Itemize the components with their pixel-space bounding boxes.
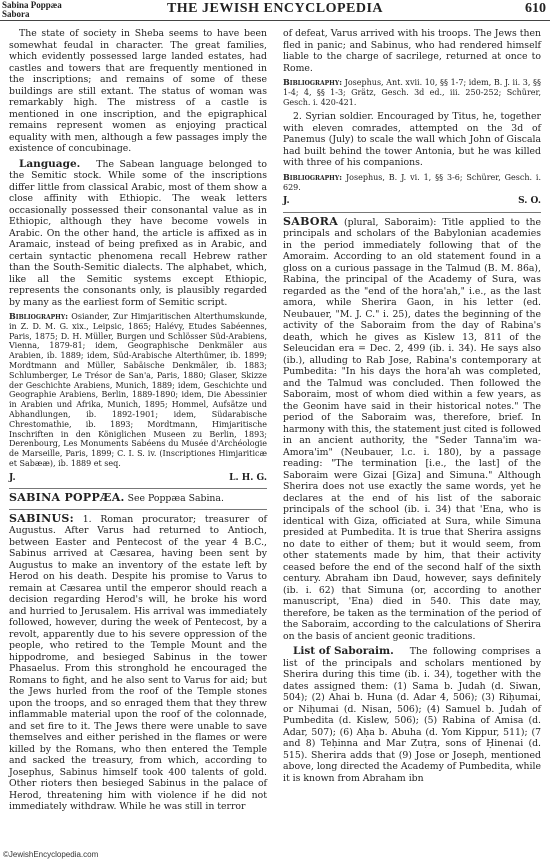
entry-sabina-poppaea [9, 492, 267, 505]
bibliography-label: Bibliography: [283, 77, 343, 87]
signature-right: S. O. [518, 196, 541, 207]
bibliography-label: Bibliography: [283, 171, 343, 182]
paragraph-syrian-soldier: 2. Syrian soldier. Encouraged by Titus, he, together with eleven comrades, attempted on the 3d of Panemus (July) to scale the wall which John of Giscala had built behind the tower Antonia, but he was killed with three of his companions. [283, 111, 541, 169]
cross-reference: See Poppæa Sabina. [124, 493, 224, 505]
signature-left: J. [283, 196, 290, 207]
right-column [283, 28, 541, 788]
sidenote-language: Language. [19, 157, 81, 170]
sidenote-list-of-saboraim: List of Saboraim. [293, 645, 394, 658]
entry-heading-sabora: SABORA [283, 214, 339, 228]
bibliography-label: Bibliography: [9, 311, 69, 321]
entry-sabora [283, 216, 541, 643]
paragraph-sabinus-continued: of defeat, Varus arrived with his troops. The Jews then fled in panic; and Sabinus, who had rendered himself liable to the charge of sacrilege, returned at once to Rome. [283, 28, 541, 74]
page-header [0, 0, 550, 22]
bibliography-sabinus-2 [283, 173, 541, 193]
entry-heading-sabina-poppaea: SABINA POPPÆA. [9, 491, 125, 505]
running-head-line-2: Sabora [2, 9, 30, 19]
entry-sabora-text: (plural, Saboraim): Title applied to the principals and scholars of the Babylonian academies in the period immediately following that of the Amoraim. According to an old statement found in a gloss on a curious passage in the Talmud (B. M. 86a), Rabina, the principal of the Academy of Sura, was regarded as the "end of the hora'ah," i.e., as the last amora, while Sherira Gaon, in his letter (ed. Neubauer, "M. J. C." i. 25), dates the beginning of the activity of the Saboraim from the day of Rabina's death, which he gives as Kislew 13, 811 of the Seleucidan era = Dec. 2, 499 (ib. i. 34). He says also (ib.), alluding to Rab Jose, Rabina's contemporary at Pumbedita: "In his days the hora'ah was completed, and the Talmud was concluded. Then followed the Saboraim, most of whom died within a few years, as the Geonim have said in their historical notes." The period of the Saboraim was, therefore, brief. In harmony with this, the statement just cited is followed in an ancient authority, the "Seder Tanna'im wa-Amora'im" (Neubauer, l.c. i. 180), by a passage reading: "The termination [i.e., the last] of the Saboraim were Gizai [Giza] and Simuna." Although Sherira does not use exactly the same words, yet he declares at the end of his list of the saboraic principals of the school (ib. i. 34) that 'Ena, who is identical with Giza, officiated at Sura, while Simuna presided at Pumbedita. It is true that Sherira assigns no date to either of them; but it would seem, from other statements made by him, that their activity ceased before the end of the second half of the sixth century. Abraham ibn Daud, however, says definitely (ib. i. 62) that Simuna (or, according to another manuscript, 'Ena) died in 540. This date may, therefore, be taken as the termination of the period of the Saboraim, according to the calculations of Sherira on the basis of ancient geonic traditions. [283, 216, 541, 642]
bibliography-text: Josephus, Ant. xvii. 10, §§ 1-7; idem, B. J. ii. 3, §§ 1-4; 4, §§ 1-3; Grätz, Gesch. 3d ed., iii. 250-252; Schürer, Gesch. i. 420-421. [283, 78, 541, 107]
entry-heading-sabinus: SABINUS: [9, 511, 74, 525]
left-column [9, 28, 267, 817]
entry-divider [283, 212, 541, 213]
paragraph-list-of-saboraim [283, 646, 541, 784]
paragraph-sabean-language [9, 159, 267, 309]
signature-left: J. [9, 472, 16, 483]
site-watermark: ©JewishEncyclopedia.com [3, 850, 99, 859]
running-head-line-1: Sabina Poppæa [2, 0, 62, 10]
signature-line [9, 473, 267, 485]
bibliography-sabinus-1 [283, 78, 541, 107]
paragraph-language-text: The Sabean language belonged to the Semitic stock. While some of the inscriptions differ little from classical Arabic, most of them show a close affinity with Ethiopic. The weak letters occasionally possessed their consonantal value as in Ethiopic, although they have become vowels in Arabic. On the other hand, the article is affixed as in Aramaic, instead of being prefixed as in Arabic, and certain syntactic phenomena recall Hebrew rather than the South-Semitic dialects. The alphabet, which, like all the Semitic systems except Ethiopic, represents the consonants only, is plausibly regarded by many as the earliest form of Semitic script. [9, 158, 267, 308]
bibliography-text: Osiander, Zur Himjaritischen Alterthumskunde, in Z. D. M. G. xix., Leipsic, 1865; Halévy, Etudes Sabéennes, Paris, 1875; D. H. Müller, Burgen und Schlösser Süd-Arabiens, Vienna, 1879-81; idem, Geographische Denkmäler aus Arabien, ib. 1889; idem, Süd-Arabische Alterthümer, ib. 1899; Mordtmann and Müller, Sabäische Denkmäler, ib. 1883; Schlumberger, Le Trésor de San'a, Paris, 1880; Glaser, Skizze der Geschichte Arabiens, Munich, 1889; idem, Geschichte und Geographie Arabiens, Berlin, 1889-1890; idem, Die Abessinier in Arabien und Afrika, Munich, 1895; Hommel, Aufsätze und Abhandlungen, ib. 1892-1901; idem, Südarabische Chrestomathie, ib. 1893; Mordtmann, Himjaritische Inschriften in den Königlichen Museen zu Berlin, 1893; Derenbourg, Les Monuments Sabéens du Musée d'Archéologie de Marseille, Paris, 1899; C. I. S. iv. (Inscriptiones Himjariticæ et Sabææ), ib. 1889 et seq. [9, 312, 267, 468]
bibliography-text: Josephus, B. J. vi. 1, §§ 3-6; Schürer, Gesch. i. 629. [283, 172, 542, 192]
entry-sabinus [9, 513, 267, 813]
bibliography-sheba [9, 312, 267, 469]
entry-divider [9, 488, 267, 489]
page-number: 610 [525, 1, 546, 16]
signature-line [283, 196, 541, 208]
header-rule [0, 20, 550, 21]
entry-divider [9, 509, 267, 510]
entry-sabinus-text: 1. Roman procurator; treasurer of Augustus. After Varus had returned to Antioch, between Easter and Pentecost of the year 4 B.C., Sabinus arrived at Cæsarea, having been sent by Augustus to make an inventory of the estate left by Herod on his death. Despite his promise to Varus to remain at Cæsarea until the emperor should reach a decision regarding Herod's will, he broke his word and hurried to Jerusalem. His arrival was immediately followed, however, during the week of Pentecost, by a revolt, apparently due to his severe oppression of the people, who retired to the Temple Mount and the hippodrome, and besieged Sabinus in the tower Phasaelus. From this stronghold he encouraged the Romans to fight, and he also sent to Varus for aid; but the Jews hurled from the roof of the Temple stones upon the troops, and so enraged them that they threw inflammable material upon the roof of the colonnade, and set fire to it. The Jews there were unable to save themselves and either perished in the flames or were killed by the Romans, who then entered the Temple and sacked the treasury, from which, according to Josephus, Sabinus himself took 400 talents of gold. Other rioters then besieged Sabinus in the palace of Herod, threatening him with violence if he did not immediately withdraw. While he was still in terror [9, 513, 267, 813]
paragraph-list-text: The following comprises a list of the principals and scholars mentioned by Sherira during this time (ib. i. 34), together with the dates assigned them: (1) Sama b. Judah (d. Siwan, 504); (2) Ahai b. Huna (d. Adar 4, 506); (3) Riḥumai, or Niḥumai (d. Nisan, 506); (4) Samuel b. Judah of Pumbedita (d. Kislew, 506); (5) Rabina of Amisa (d. Adar, 507); (6) Aḥa b. Abuha (d. Yom Kippur, 511); (7 and 8) Teḥinna and Mar Zuṭra, sons of Ḥinenai (d. 515). Sherira adds that (9) Jose or Joseph, mentioned above, long directed the Academy of Pumbedita, while it is known from Abraham ibn [283, 646, 541, 784]
publication-title: THE JEWISH ENCYCLOPEDIA [166, 1, 384, 16]
signature-right: L. H. G. [229, 472, 267, 483]
paragraph-sheba-society: The state of society in Sheba seems to have been somewhat feudal in character. The great families, which evidently possessed large landed estates, had castles and towers that are frequently mentioned in the inscriptions; and remains of some of these buildings are still extant. The status of woman was remarkably high. The mistress of a castle is mentioned in one inscription, and the epigraphical remains represent women as enjoying practical equality with men, although a few passages imply the existence of concubinage. [9, 28, 267, 154]
